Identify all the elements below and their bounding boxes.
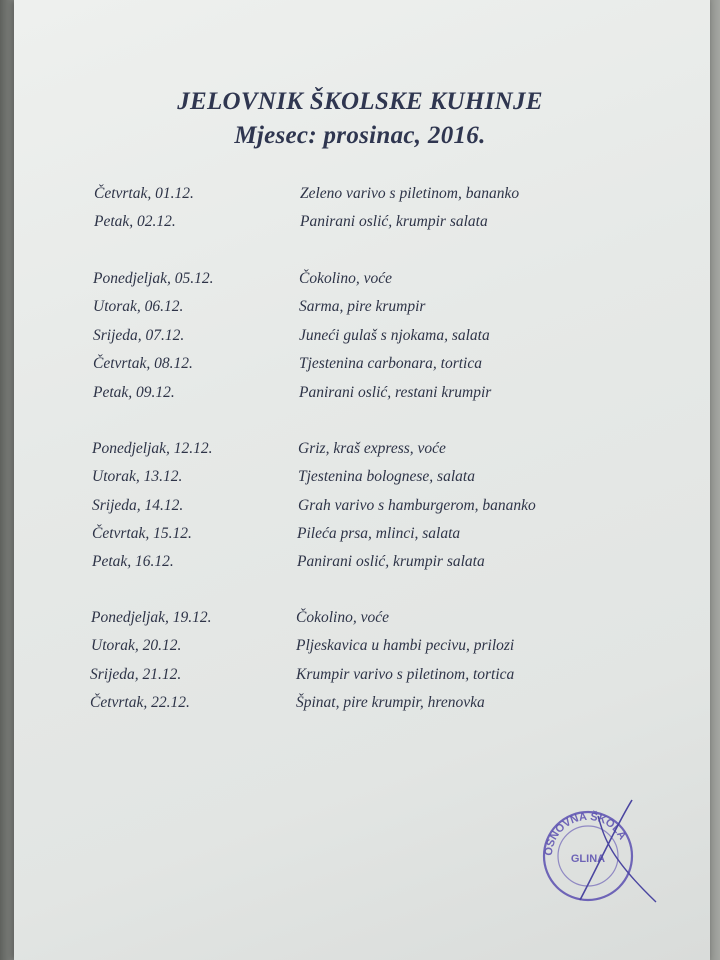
menu-meal: Pljeskavica u hambi pecivu, prilozi <box>296 637 515 654</box>
menu-meal: Juneći gulaš s njokama, salata <box>299 327 490 344</box>
menu-day: Petak, 16.12. <box>92 553 174 570</box>
menu-day: Četvrtak, 22.12. <box>90 694 190 711</box>
menu-row <box>0 637 720 661</box>
menu-row <box>0 270 720 294</box>
menu-row <box>0 213 720 237</box>
menu-day: Srijeda, 21.12. <box>90 666 182 683</box>
menu-meal: Panirani oslić, restani krumpir <box>299 384 492 401</box>
menu-meal: Pileća prsa, mlinci, salata <box>297 525 461 542</box>
menu-row <box>0 355 720 379</box>
menu-meal: Panirani oslić, krumpir salata <box>297 553 485 570</box>
menu-day: Petak, 09.12. <box>93 384 175 401</box>
menu-row <box>0 694 720 718</box>
menu-row <box>0 525 720 549</box>
menu-meal: Špinat, pire krumpir, hrenovka <box>296 694 485 711</box>
menu-row <box>0 609 720 633</box>
menu-meal: Čokolino, voće <box>299 270 392 287</box>
menu-day: Ponedjeljak, 12.12. <box>92 440 213 457</box>
menu-meal: Tjestenina bolognese, salata <box>298 468 475 485</box>
menu-row <box>0 497 720 521</box>
menu-meal: Grah varivo s hamburgerom, bananko <box>298 497 536 514</box>
menu-day: Srijeda, 14.12. <box>92 497 184 514</box>
menu-day: Utorak, 13.12. <box>92 468 183 485</box>
menu-day: Utorak, 20.12. <box>91 637 182 654</box>
menu-meal: Tjestenina carbonara, tortica <box>299 355 482 372</box>
svg-text:GLINA: GLINA <box>570 853 606 865</box>
menu-day: Ponedjeljak, 05.12. <box>93 270 214 287</box>
menu-day: Ponedjeljak, 19.12. <box>91 609 212 626</box>
svg-text:OSNOVNA ŠKOLA: OSNOVNA ŠKOLA <box>542 810 629 857</box>
menu-row <box>0 666 720 690</box>
menu-meal: Griz, kraš express, voće <box>298 440 446 457</box>
menu-row <box>0 327 720 351</box>
menu-row <box>0 468 720 492</box>
school-stamp <box>538 796 668 906</box>
menu-row <box>0 553 720 577</box>
menu-meal: Sarma, pire krumpir <box>299 298 426 315</box>
menu-day: Četvrtak, 01.12. <box>94 185 194 202</box>
menu-meal: Krumpir varivo s piletinom, tortica <box>296 666 515 683</box>
menu-meal: Zeleno varivo s piletinom, bananko <box>300 185 520 202</box>
menu-day: Četvrtak, 15.12. <box>92 525 192 542</box>
menu-day: Petak, 02.12. <box>94 213 176 230</box>
menu-row <box>0 384 720 408</box>
menu-row <box>0 298 720 322</box>
menu-day: Srijeda, 07.12. <box>93 327 185 344</box>
menu-day: Četvrtak, 08.12. <box>93 355 193 372</box>
page-subtitle: Mjesec: prosinac, 2016. <box>234 122 486 149</box>
menu-day: Utorak, 06.12. <box>93 298 184 315</box>
menu-row <box>0 440 720 464</box>
menu-meal: Čokolino, voće <box>296 609 389 626</box>
menu-row <box>0 185 720 209</box>
page-title: JELOVNIK ŠKOLSKE KUHINJE <box>177 88 543 115</box>
menu-meal: Panirani oslić, krumpir salata <box>300 213 488 230</box>
